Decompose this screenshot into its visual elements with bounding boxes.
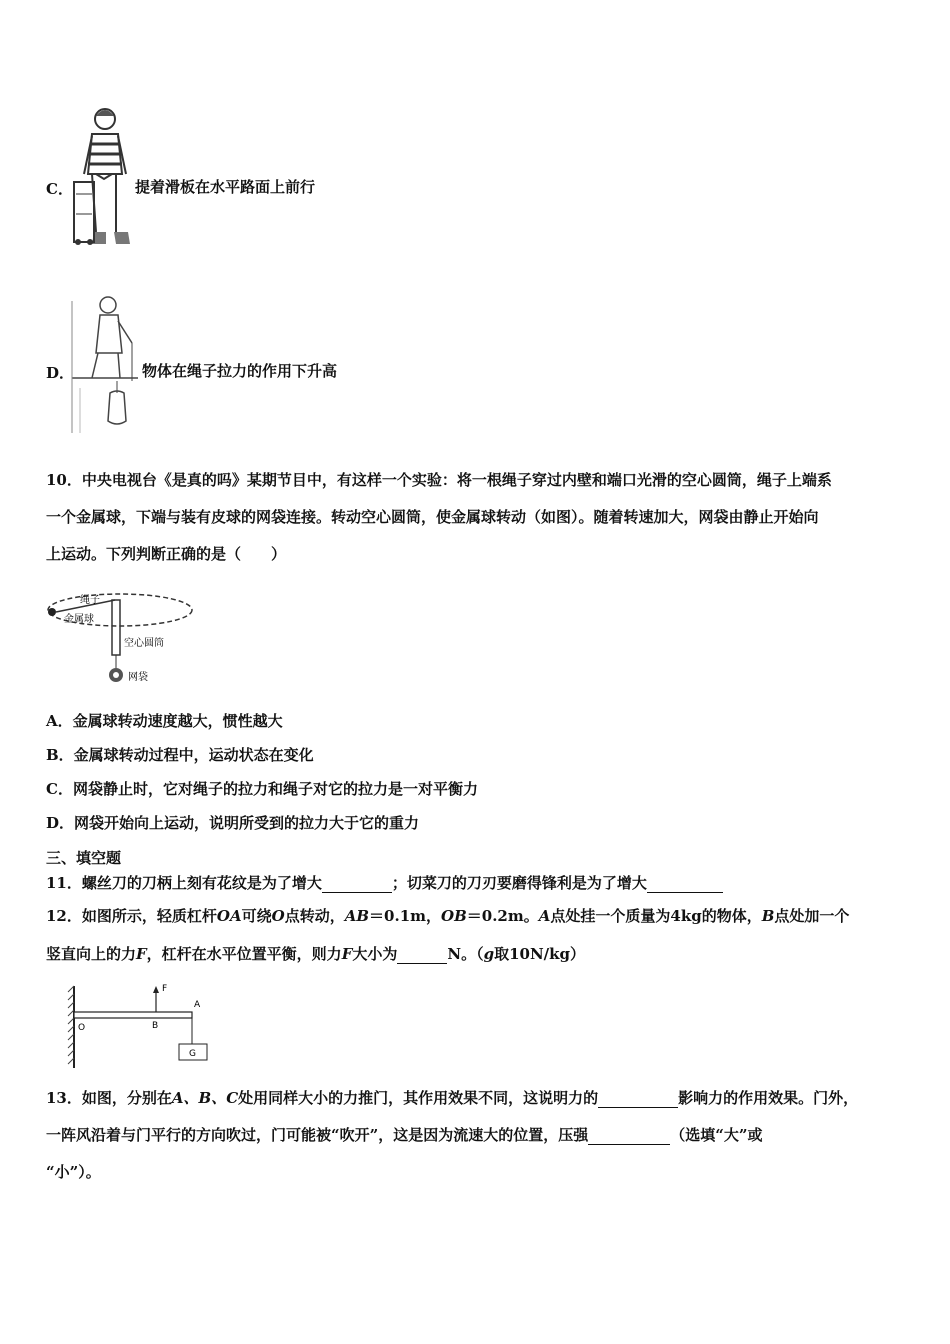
option-d-text: 物体在绳子拉力的作用下升高 <box>142 362 338 380</box>
q12-b: B <box>761 907 775 925</box>
q12-text: ＝0.1m， <box>369 907 442 925</box>
q13-line2 <box>46 1125 763 1145</box>
label-A: A <box>194 1000 201 1010</box>
label-bag: 网袋 <box>128 672 148 683</box>
q12-text: 12．如图所示，轻质杠杆 <box>46 907 217 925</box>
q12-text: 可绕 <box>241 907 272 925</box>
q12-text: N。（ <box>447 945 484 963</box>
label-B: B <box>152 1021 159 1031</box>
q12-oa: OA <box>216 907 242 925</box>
q10-option-a: A．金属球转动速度越大，惯性越大 <box>46 712 283 730</box>
q13-blank-2[interactable] <box>588 1128 670 1145</box>
q13-abc: A、B、C <box>171 1089 239 1107</box>
option-d-letter: D． <box>46 364 75 382</box>
option-c-text: 提着滑板在水平路面上前行 <box>135 178 316 196</box>
q12-text: 竖直向上的力 <box>46 945 137 963</box>
q12-f: F <box>341 945 353 963</box>
label-F: F <box>162 984 168 994</box>
q12-ob: OB <box>441 907 467 925</box>
q11-blank-1[interactable] <box>322 876 392 893</box>
q12-o: O <box>271 907 285 925</box>
q13-text: 处用同样大小的力推门，其作用效果不同，这说明力的 <box>238 1089 599 1107</box>
q13-text: 一阵风沿着与门平行的方向吹过，门可能被“吹开”，这是因为流速大的位置，压强 <box>46 1126 589 1144</box>
q10-option-c: C．网袋静止时，它对绳子的拉力和绳子对它的拉力是一对平衡力 <box>46 780 478 798</box>
q13-text: 13．如图，分别在 <box>46 1089 172 1107</box>
q13-text: 影响力的作用效果。门外， <box>678 1089 859 1107</box>
label-rope: 绳子 <box>80 595 100 606</box>
boy-carrying-skateboard-figure <box>72 104 138 254</box>
q12-g: g <box>483 945 495 963</box>
rotating-tube-figure <box>44 590 196 690</box>
q12-text: 取10N/kg） <box>494 945 586 963</box>
q12-text: ＝0.2m。 <box>466 907 539 925</box>
label-G: G <box>189 1049 196 1059</box>
q12-ab: AB <box>344 907 370 925</box>
q12-text: 点处挂一个质量为4kg的物体， <box>550 907 762 925</box>
q12-text: 点处加一个 <box>774 907 850 925</box>
q12-text: ，杠杆在水平位置平衡，则力 <box>146 945 342 963</box>
lever-figure <box>64 982 224 1070</box>
q11-text <box>46 873 723 893</box>
q10-option-d: D．网袋开始向上运动，说明所受到的拉力大于它的重力 <box>46 814 420 832</box>
q10-stem-line3: 上运动。下列判断正确的是（ ） <box>46 545 287 563</box>
q12-f: F <box>136 945 147 963</box>
q10-stem-line1: 10．中央电视台《是真的吗》某期节目中，有这样一个实验：将一根绳子穿过内壁和端口光滑的空心圆筒，绳子上端系 <box>46 471 832 489</box>
q11-part2: ；切菜刀的刀刃要磨得锋利是为了增大 <box>391 874 647 892</box>
q12-a: A <box>538 907 551 925</box>
label-ball: 金属球 <box>64 614 94 625</box>
q12-line1 <box>46 906 849 926</box>
q12-text: 大小为 <box>352 945 398 963</box>
man-lifting-object-figure <box>70 293 140 438</box>
section-title: 三、填空题 <box>46 849 122 867</box>
q13-blank-1[interactable] <box>598 1091 678 1108</box>
label-tube: 空心圆筒 <box>124 638 164 649</box>
q13-line3: “小”）。 <box>46 1163 101 1181</box>
q10-option-b: B．金属球转动过程中，运动状态在变化 <box>46 746 314 764</box>
q10-stem-line2: 一个金属球，下端与装有皮球的网袋连接。转动空心圆筒，使金属球转动（如图）。随着转速加大，网袋由静止开始向 <box>46 508 819 526</box>
q11-part1: 11．螺丝刀的刀柄上刻有花纹是为了增大 <box>46 874 322 892</box>
label-O: O <box>78 1023 86 1033</box>
q13-text: （选填“大”或 <box>670 1126 763 1144</box>
q11-blank-2[interactable] <box>647 876 723 893</box>
q13-line1 <box>46 1088 858 1108</box>
q12-text: 点转动， <box>284 907 345 925</box>
q12-blank[interactable] <box>397 947 447 964</box>
q12-line2 <box>46 944 585 964</box>
option-c-letter: C． <box>46 180 73 198</box>
